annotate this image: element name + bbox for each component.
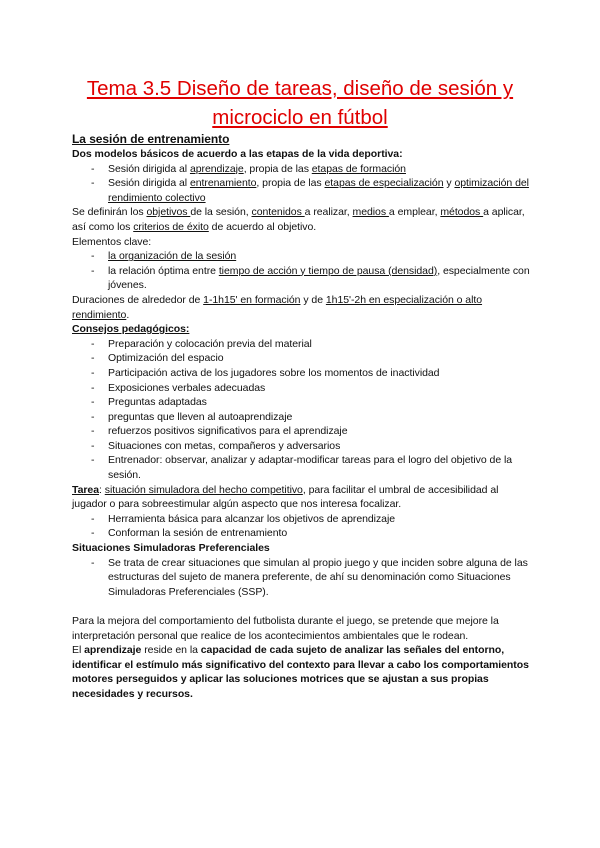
list-item: - Conforman la sesión de entrenamiento — [108, 526, 532, 541]
list-item: - Participación activa de los jugadores sobre los momentos de inactividad — [108, 366, 532, 381]
list-item: - Preparación y colocación previa del material — [108, 337, 532, 352]
duraciones-paragraph: Duraciones de alrededor de 1-1h15' en formación y de 1h15'-2h en especialización o alto rendimiento. — [72, 293, 483, 321]
list-item: - Preguntas adaptadas — [108, 395, 532, 410]
list-item: - Exposiciones verbales adecuadas — [108, 381, 532, 396]
list-item: - la relación óptima entre tiempo de acción y tiempo de pausa (densidad), especialmente con jóvenes. — [108, 264, 532, 293]
ssp-heading: Situaciones Simuladoras Preferenciales — [72, 542, 270, 555]
modelos-list — [72, 162, 532, 206]
consejos-list — [72, 337, 532, 483]
list-item: - preguntas que lleven al autoaprendizaje — [108, 410, 532, 425]
elementos-label: Elementos clave: — [72, 235, 152, 248]
list-item: - Situaciones con metas, compañeros y adversarios — [108, 439, 532, 454]
page-title: Tema 3.5 Diseño de tareas, diseño de sesión y microciclo en fútbol — [86, 77, 514, 129]
list-item: - Se trata de crear situaciones que simulan al propio juego y que inciden sobre alguna de las estructuras del sujeto de manera preferente, de ahí su denominación como Situaciones Simuladoras Preferenciales (SSP). — [108, 556, 532, 600]
list-item: - Sesión dirigida al entrenamiento, propia de las etapas de especialización y optimización del rendimiento colectivo — [108, 176, 532, 205]
spacer — [72, 599, 532, 614]
elementos-list — [72, 249, 532, 293]
list-item: - Herramienta básica para alcanzar los objetivos de aprendizaje — [108, 512, 532, 527]
tarea-paragraph: Tarea: situación simuladora del hecho competitivo, para facilitar el umbral de accesibilidad al jugador o para sobreestimular algún aspecto que nos interesa focalizar. — [72, 483, 499, 511]
list-item: - refuerzos positivos significativos para el aprendizaje — [108, 424, 532, 439]
cierre-paragraph-1: Para la mejora del comportamiento del futbolista durante el juego, se pretende que mejore la interpretación personal que realice de los acontecimientos ambientales que le rodean. — [72, 615, 499, 642]
list-item: - Sesión dirigida al aprendizaje, propia de las etapas de formación — [108, 162, 532, 177]
section-heading-sesion: La sesión de entrenamiento — [72, 132, 230, 146]
list-item: - Entrenador: observar, analizar y adaptar-modificar tareas para el logro del objetivo de la sesión. — [108, 453, 532, 482]
definiran-paragraph: Se definirán los objetivos de la sesión, contenidos a realizar, medios a emplear, métodos a aplicar, así como los criterios de éxito de acuerdo al objetivo. — [72, 206, 525, 233]
ssp-list — [72, 556, 532, 600]
consejos-heading: Consejos pedagógicos: — [72, 323, 190, 336]
cierre-paragraph-2: El aprendizaje reside en la capacidad de cada sujeto de analizar las señales del entorno, identificar el estímulo más significativo del contexto para llevar a cabo los comportamientos motores perseguidos y aplicar las soluciones motrices que se ajustan a sus propias necesidades y recursos. — [72, 644, 529, 700]
document-body — [72, 132, 532, 702]
list-item: - la organización de la sesión — [108, 249, 532, 264]
tarea-list — [72, 512, 532, 541]
list-item: - Optimización del espacio — [108, 351, 532, 366]
modelos-heading: Dos modelos básicos de acuerdo a las etapas de la vida deportiva: — [72, 148, 403, 160]
